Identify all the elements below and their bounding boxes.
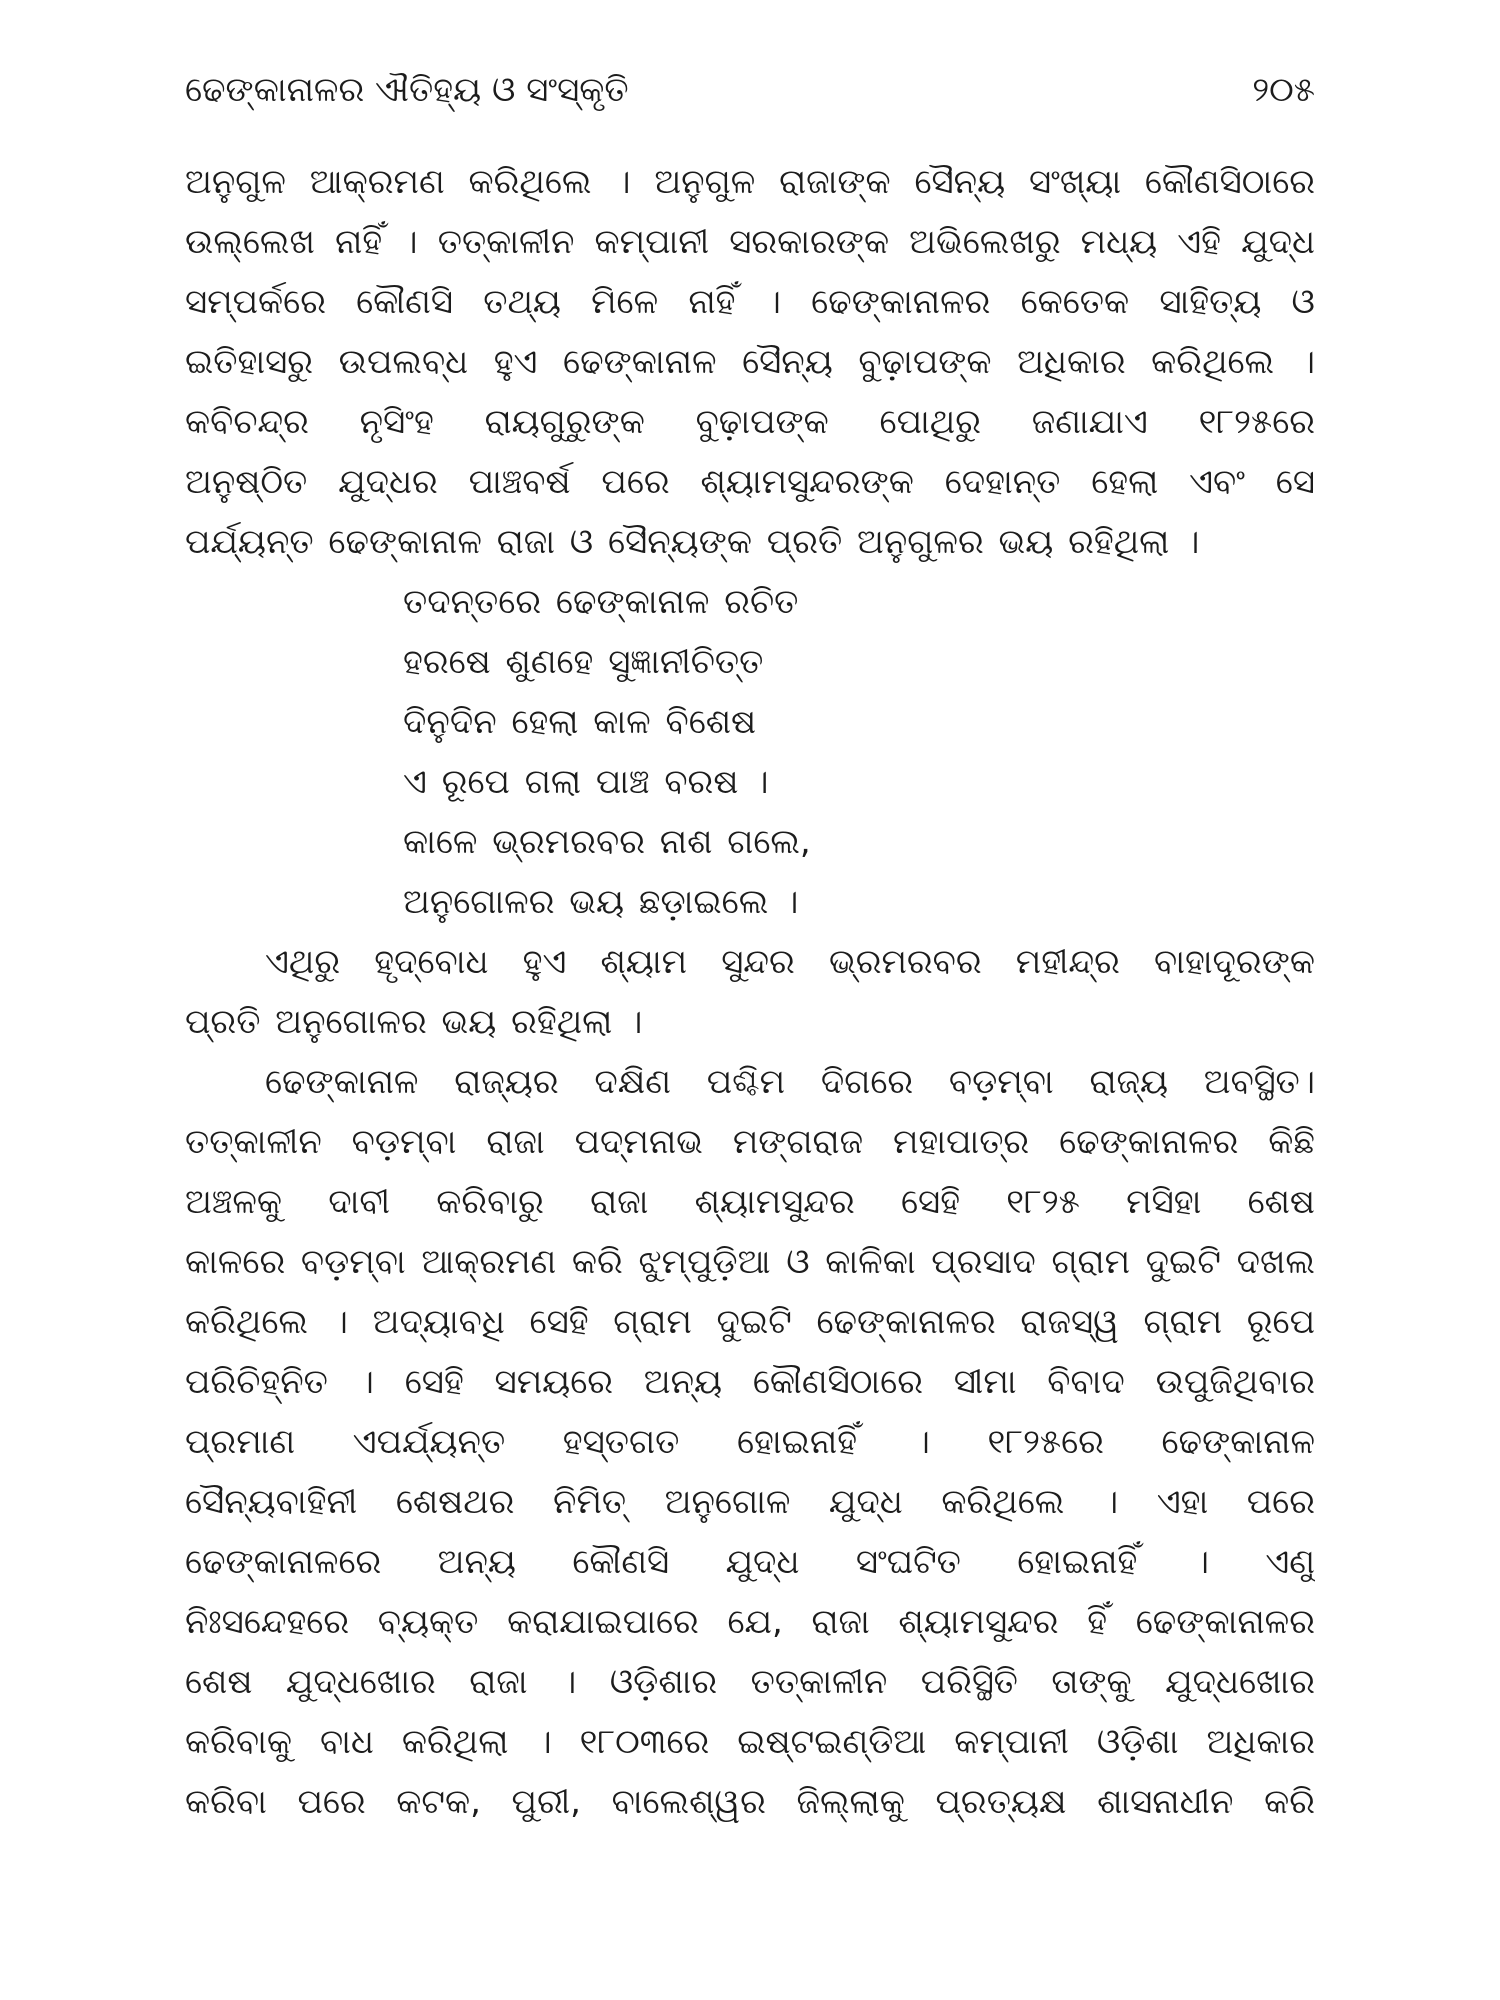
text-line: ସୈନ୍ୟବାହିନୀ ଶେଷଥର ନିମିତ୍ ଅନୁଗୋଳ ଯୁଦ୍ଧ କରିଥିଲେ । ଏହା ପରେ	[185, 1482, 1315, 1522]
verse-line: ତଦନ୍ତରେ ଢେଙ୍କାନାଳ ରଚିତ	[403, 582, 799, 622]
text-line: କବିଚନ୍ଦ୍ର ନୃସିଂହ ରାୟଗୁରୁଙ୍କ ବୁଢ଼ାପଙ୍କ ପୋଥିରୁ ଜଣାଯାଏ ୧୮୨୫ରେ	[185, 402, 1315, 442]
verse-line: ଅନୁଗୋଳର ଭୟ ଛଡ଼ାଇଲେ ।	[403, 882, 799, 922]
text-line: ଶେଷ ଯୁଦ୍ଧଖୋର ରାଜା । ଓଡ଼ିଶାର ତତ୍କାଳୀନ ପରିସ୍ଥିତି ତାଙ୍କୁ ଯୁଦ୍ଧଖୋର	[185, 1662, 1315, 1702]
text-line: ଉଲ୍ଲେଖ ନାହିଁ । ତତ୍‌କାଳୀନ କମ୍ପାନୀ ସରକାରଙ୍କ ଅଭିଲେଖରୁ ମଧ୍ୟ ଏହି ଯୁଦ୍ଧ	[185, 222, 1315, 262]
text-line: ଇତିହାସରୁ ଉପଲବ୍ଧ ହୁଏ ଢେଙ୍କାନାଳ ସୈନ୍ୟ ବୁଢ଼ାପଙ୍କ ଅଧିକାର କରିଥିଲେ ।	[185, 342, 1315, 382]
text-line: ପରିଚିହ୍ନିତ । ସେହି ସମୟରେ ଅନ୍ୟ କୌଣସିଠାରେ ସୀମା ବିବାଦ ଉପୁଜିଥିବାର	[185, 1362, 1315, 1402]
text-line: ଏଥିରୁ ହୃଦ୍‌ବୋଧ ହୁଏ ଶ୍ୟାମ ସୁନ୍ଦର ଭ୍ରମରବର ମହୀନ୍ଦ୍ର ବାହାଦୂରଙ୍କ	[265, 942, 1315, 982]
text-line: ନିଃସନ୍ଦେହରେ ବ୍ୟକ୍ତ କରାଯାଇପାରେ ଯେ, ରାଜା ଶ୍ୟାମସୁନ୍ଦର ହିଁ ଢେଙ୍କାନାଳର	[185, 1602, 1315, 1642]
verse-line: ଦିନୁଦିନ ହେଲା କାଳ ବିଶେଷ	[403, 702, 757, 742]
verse-line: ହରଷେ ଶୁଣହେ ସୁଜ୍ଞାନୀଚିତ୍ତ	[403, 642, 764, 682]
text-line: ପ୍ରତି ଅନୁଗୋଳର ଭୟ ରହିଥିଲା ।	[185, 1002, 643, 1042]
text-line: ତତ୍‌କାଳୀନ ବଡ଼ମ୍ବା ରାଜା ପଦ୍ମନାଭ ମଙ୍ଗରାଜ ମହାପାତ୍ର ଢେଙ୍କାନାଳର କିଛି	[185, 1122, 1315, 1162]
verse-line: ଏ ରୂପେ ଗଲା ପାଞ୍ଚ ବରଷ ।	[403, 762, 769, 802]
text-line: ଅନୁଗୁଳ ଆକ୍ରମଣ କରିଥିଲେ । ଅନୁଗୁଳ ରାଜାଙ୍କ ସୈନ୍ୟ ସଂଖ୍ୟା କୌଣସିଠାରେ	[185, 162, 1315, 202]
verse-line: କାଳେ ଭ୍ରମରବର ନାଶ ଗଲେ,	[403, 822, 811, 862]
text-line: ସମ୍ପର୍କରେ କୌଣସି ତଥ୍ୟ ମିଳେ ନାହିଁ । ଢେଙ୍କାନାଳର କେତେକ ସାହିତ୍ୟ ଓ	[185, 282, 1315, 322]
text-line: ପ୍ରମାଣ ଏପର୍ଯ୍ୟନ୍ତ ହସ୍ତଗତ ହୋଇନାହିଁ । ୧୮୨୫ରେ ଢେଙ୍କାନାଳ	[185, 1422, 1315, 1462]
text-line: କରିଥିଲେ । ଅଦ୍ୟାବଧି ସେହି ଗ୍ରାମ ଦୁଇଟି ଢେଙ୍କାନାଳର ରାଜସ୍ୱ ଗ୍ରାମ ରୂପେ	[185, 1302, 1315, 1342]
text-line: ଅଞ୍ଚଳକୁ ଦାବୀ କରିବାରୁ ରାଜା ଶ୍ୟାମସୁନ୍ଦର ସେହି ୧୮୨୫ ମସିହା ଶେଷ	[185, 1182, 1315, 1222]
text-line: ଢେଙ୍କାନାଳ ରାଜ୍ୟର ଦକ୍ଷିଣ ପଶ୍ଚିମ ଦିଗରେ ବଡ଼ମ୍ବା ରାଜ୍ୟ ଅବସ୍ଥିତ।	[265, 1062, 1315, 1102]
text-line: ଅନୁଷ୍ଠିତ ଯୁଦ୍ଧର ପାଞ୍ଚବର୍ଷ ପରେ ଶ୍ୟାମସୁନ୍ଦରଙ୍କ ଦେହାନ୍ତ ହେଲା ଏବଂ ସେ	[185, 462, 1315, 502]
book-title: ଢେଙ୍କାନାଳର ଐତିହ୍ୟ ଓ ସଂସ୍କୃତି	[185, 70, 629, 110]
page-body	[185, 152, 1315, 1832]
text-line: ପର୍ଯ୍ୟନ୍ତ ଢେଙ୍କାନାଳ ରାଜା ଓ ସୈନ୍ୟଙ୍କ ପ୍ରତି ଅନୁଗୁଳର ଭୟ ରହିଥିଲା ।	[185, 522, 1200, 562]
page-number: ୨୦୫	[1252, 70, 1315, 110]
text-line: କାଳରେ ବଡ଼ମ୍ବା ଆକ୍ରମଣ କରି ଝୁମ୍ପୁଡ଼ିଆ ଓ କାଳିକା ପ୍ରସାଦ ଗ୍ରାମ ଦୁଇଟି ଦଖଲ	[185, 1242, 1315, 1282]
running-header	[185, 60, 1315, 120]
text-line: କରିବା ପରେ କଟକ, ପୁରୀ, ବାଲେଶ୍ୱର ଜିଲ୍ଲାକୁ ପ୍ରତ୍ୟକ୍ଷ ଶାସନାଧୀନ କରି	[185, 1782, 1315, 1822]
text-line: ଢେଙ୍କାନାଳରେ ଅନ୍ୟ କୌଣସି ଯୁଦ୍ଧ ସଂଘଟିତ ହୋଇନାହିଁ । ଏଣୁ	[185, 1542, 1315, 1582]
text-line: କରିବାକୁ ବାଧ କରିଥିଲା । ୧୮୦୩ରେ ଇଷ୍ଟଇଣ୍ଡିଆ କମ୍ପାନୀ ଓଡ଼ିଶା ଅଧିକାର	[185, 1722, 1315, 1762]
